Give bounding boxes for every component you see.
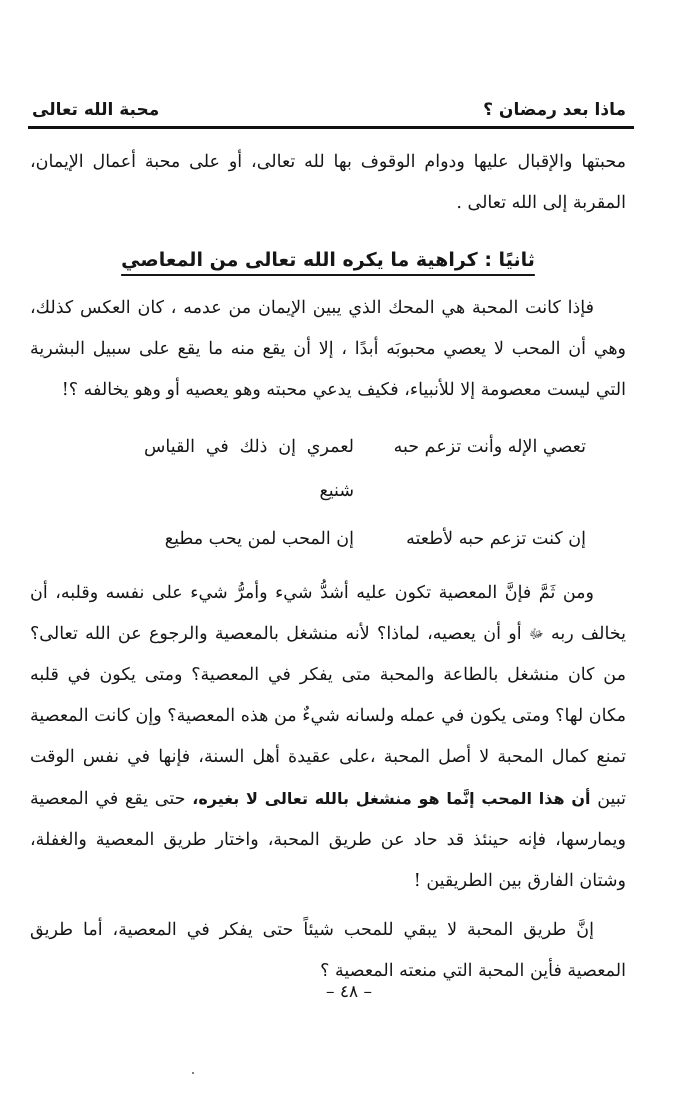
page-body (30, 142, 626, 992)
header-rule (28, 126, 634, 129)
verse-2-second-hemistich: إن المحب لمن يحب مطيع (164, 529, 354, 549)
page-number: – ٤٨ – (325, 982, 373, 1002)
jalla-jalaluhu-glyph: ﷻ (528, 627, 544, 642)
running-header (32, 84, 626, 120)
poetry-block (30, 425, 626, 561)
paragraph-love-and-sin: فإذا كانت المحبة هي المحك الذي يبين الإيمان من عدمه ، كان العكس كذلك، وهي أن المحب لا يعصي محبوبَه أبدًا ، إلا أن يقع منه ما يقع على سبيل البشرية التي ليست معصومة إلا للأنبياء، فكيف يدعي محبته وهو يعصيه أو وهو يخالفه ؟! (30, 298, 626, 400)
paragraph-sin-effect (30, 573, 626, 902)
header-chapter-title: محبة الله تعالى (32, 100, 160, 120)
paragraph-sin-effect-part-1: ومن ثَمَّ فإنَّ المعصية تكون عليه أشدُّ شيء وأمرُّ شيء على نفسه وقلبه، أن يخالف ربه (30, 583, 626, 644)
paragraph-continuation: محبتها والإقبال عليها ودوام الوقوف بها لله تعالى، أو على محبة أعمال الإيمان، المقربة إلى الله تعالى . (30, 152, 626, 213)
section-heading (30, 240, 626, 280)
verse-2-first-hemistich: إن كنت تزعم حبه لأطعته (406, 529, 586, 549)
paragraph-sin-effect-bold: أن هذا المحب إنَّما هو منشغل بالله تعالى لا بغيره، (192, 789, 591, 808)
verse-1-second-hemistich: لعمري إن ذلك في القياس شنيع (144, 437, 354, 501)
poetry-verse-2 (30, 517, 626, 561)
paragraph-sin-effect-part-2: أو أن يعصيه، لماذا؟ لأنه منشغل بالمعصية والرجوع عن الله تعالى؟ من كان منشغل بالطاعة والمحبة متى يفكر في المعصية؟ ومتى يكون في قلبه مكان لها؟ ومتى يكون في عمله ولسانه شيءٌ من هذه المعصية؟ وإن كانت المعصية تمنع كمال المحبة لا أصل المحبة ،على عقيدة أهل السنة، فإنها في نفس الوقت تبين (30, 624, 626, 809)
header-book-title: ماذا بعد رمضان ؟ (483, 100, 626, 120)
paragraph-sin-effect-part-3: حتى يقع في المعصية ويمارسها، فإنه حينئذ قد حاد عن طريق المحبة، واختار طريق المعصية والغفلة، وشتان الفارق بين الطريقين ! (30, 789, 626, 891)
print-speck (192, 1072, 194, 1074)
section-heading-text: ثانيًا : كراهية ما يكره الله تعالى من المعاصي (121, 249, 535, 271)
verse-1-first-hemistich: تعصي الإله وأنت تزعم حبه (393, 437, 586, 457)
poetry-verse-1 (30, 425, 626, 513)
paragraph-path-of-love: إنَّ طريق المحبة لا يبقي للمحب شيئاً حتى يفكر في المعصية، أما طريق المعصية فأين المحبة التي منعته المعصية ؟ (30, 920, 626, 981)
